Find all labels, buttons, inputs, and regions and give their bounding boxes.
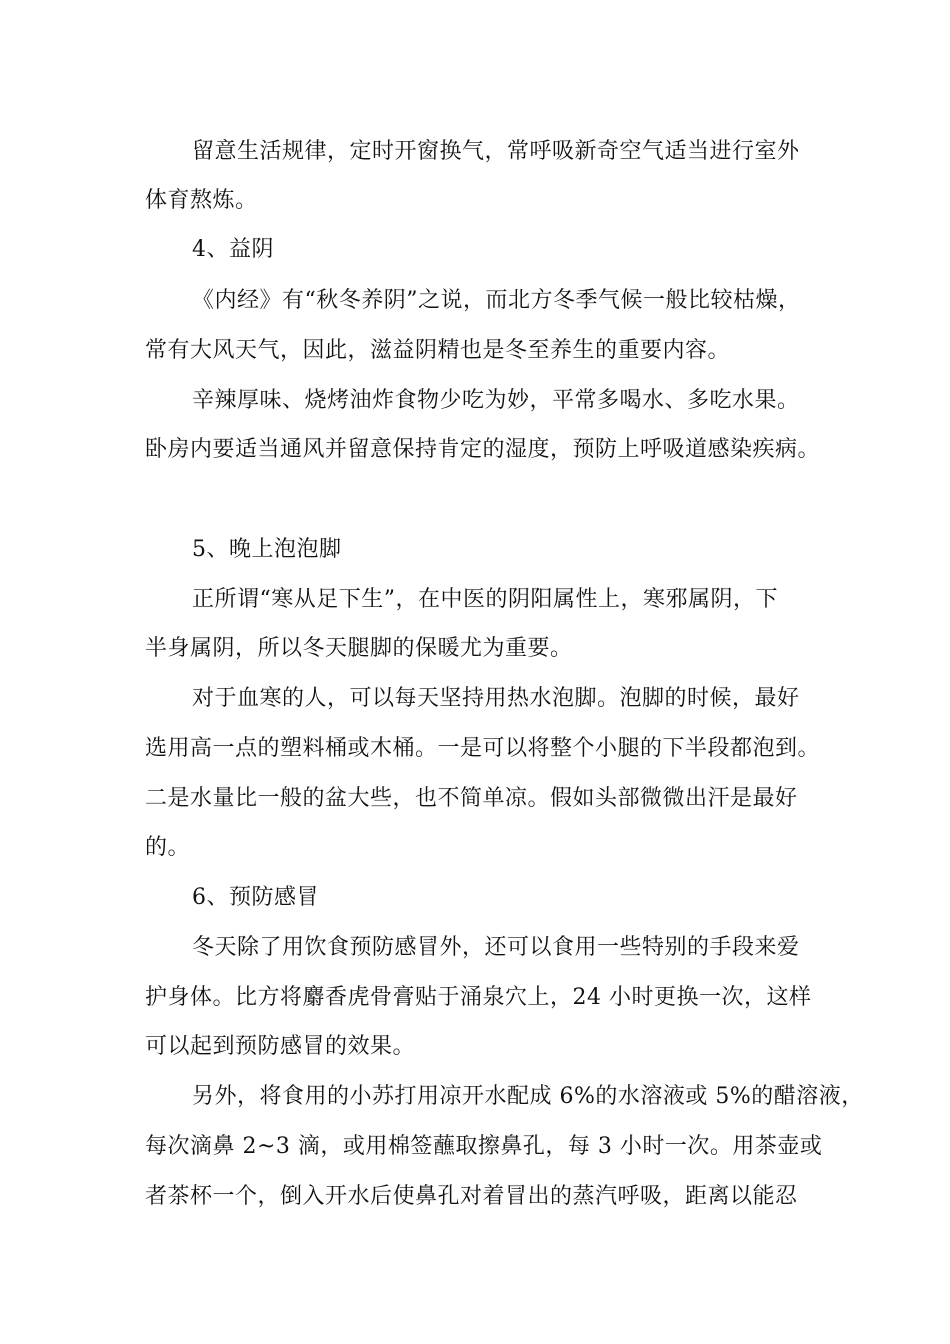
paragraph-line: 选用高一点的塑料桶或木桶。一是可以将整个小腿的下半段都泡到。: [145, 736, 821, 761]
paragraph-line: 留意生活规律，定时开窗换气，常呼吸新奇空气适当进行室外: [192, 139, 800, 164]
paragraph-line: 对于血寒的人，可以每天坚持用热水泡脚。泡脚的时候，最好: [192, 686, 800, 711]
paragraph-line: 每次滴鼻 2~3 滴，或用棉签蘸取擦鼻孔，每 3 小时一次。用茶壶或: [145, 1134, 823, 1159]
paragraph-line: 的。: [145, 835, 191, 860]
paragraph-line: 可以起到预防感冒的效果。: [145, 1034, 416, 1059]
paragraph-line: 者茶杯一个，倒入开水后使鼻孔对着冒出的蒸汽呼吸，距离以能忍: [145, 1184, 798, 1209]
paragraph-line: 常有大风天气，因此，滋益阴精也是冬至养生的重要内容。: [145, 338, 731, 363]
section-heading: 6、预防感冒: [192, 885, 319, 910]
paragraph-line: 冬天除了用饮食预防感冒外，还可以食用一些特别的手段来爱: [192, 935, 800, 960]
paragraph-line: 另外，将食用的小苏打用凉开水配成 6%的水溶液或 5%的醋溶液，: [192, 1084, 864, 1109]
paragraph-line: 半身属阴，所以冬天腿脚的保暖尤为重要。: [145, 636, 573, 661]
paragraph-line: 卧房内要适当通风并留意保持肯定的湿度，预防上呼吸道感染疾病。: [145, 437, 821, 462]
section-heading: 5、晚上泡泡脚: [192, 537, 342, 562]
paragraph-line: 二是水量比一般的盆大些，也不简单凉。假如头部微微出汗是最好: [145, 786, 798, 811]
paragraph-line: 护身体。比方将麝香虎骨膏贴于涌泉穴上，24 小时更换一次，这样: [145, 985, 812, 1010]
paragraph-line: 体育熬炼。: [145, 188, 258, 213]
paragraph-line: 《内经》有“秋冬养阴”之说，而北方冬季气候一般比较枯燥，: [192, 288, 801, 313]
paragraph-line: 辛辣厚味、烧烤油炸食物少吃为妙，平常多喝水、多吃水果。: [192, 388, 800, 413]
paragraph-line: 正所谓“寒从足下生”，在中医的阴阳属性上，寒邪属阴，下: [192, 587, 778, 612]
section-heading: 4、益阴: [192, 237, 274, 262]
